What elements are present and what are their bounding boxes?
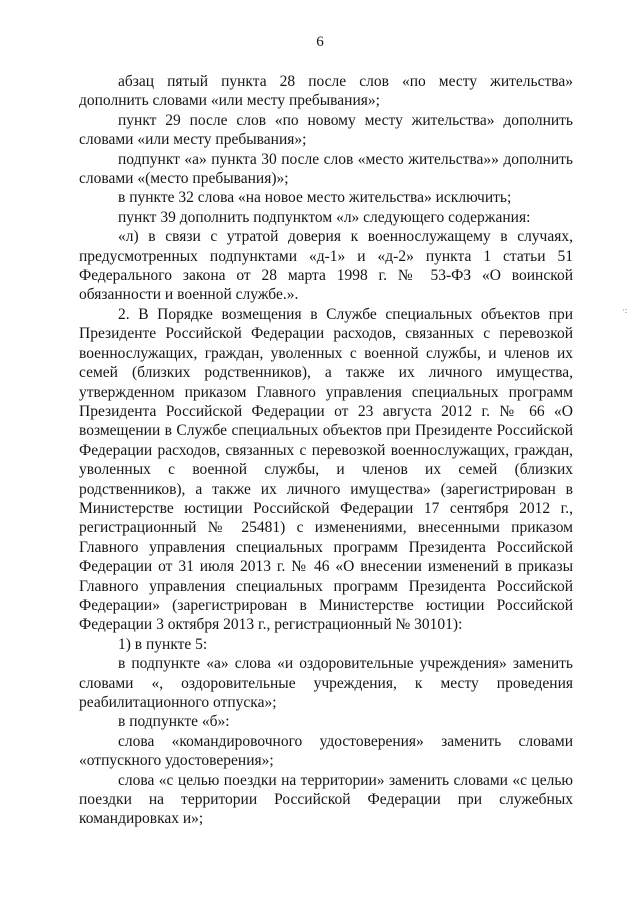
paragraph-replace-certificate: слова «командировочного удостоверения» заменить словами «отпускного удостоверения»; xyxy=(79,732,573,770)
paragraph-subitem-a: в подпункте «а» слова «и оздоровительные учреждения» заменить словами «, оздоровительные учреждения, к месту проведения реабилитационного отпуска»; xyxy=(79,655,573,711)
paragraph-item-1: 1) в пункте 5: xyxy=(118,635,208,653)
paragraph-subitem-l: «л) в связи с утратой доверия к военнослужащему в случаях, предусмотренных подпунктами «д-1» и «д-2» пункта 1 статьи 51 Федерального закона от 28 марта 1998 г. № 53-ФЗ «О воинской обязанности и военной службе.». xyxy=(79,228,573,304)
paragraph-para-32: в пункте 32 слова «на новое место жительства» исключить; xyxy=(118,189,512,207)
document-body xyxy=(79,72,573,829)
paragraph-para-30: подпункт «а» пункта 30 после слов «место жительства»» дополнить словами «(место пребывания)»; xyxy=(79,150,573,188)
paragraph-replace-territory: слова «с целью поездки на территории» заменить словами «с целью поездки на территории Российской Федерации при служебных командировках и»; xyxy=(79,771,573,828)
paragraph-para-39: пункт 39 дополнить подпунктом «л» следующего содержания: xyxy=(118,208,531,226)
scan-artifact: ·: xyxy=(622,306,628,315)
paragraph-para-29: пункт 29 после слов «по новому месту жительства» дополнить словами «или месту пребывания»; xyxy=(79,111,573,149)
paragraph-subitem-b: в подпункте «б»: xyxy=(118,713,230,731)
paragraph-section-2: 2. В Порядке возмещения в Службе специальных объектов при Президенте Российской Федерации расходов, связанных с перевозкой военнослужащих, граждан, уволенных с военной службы, и членов их семей (близких родственников), а также их личного имущества, утвержденном приказом Главного управления специальных программ Президента Российской Федерации от 23 августа 2012 г. № 66 «О возмещении в Службе специальных объектов при Президенте Российской Федерации расходов, связанных с перевозкой военнослужащих, граждан, уволенных с военной службы, и членов их семей (близких родственников), а также их личного имущества» (зарегистрирован в Министерстве юстиции Российской Федерации 17 сентября 2012 г., регистрационный № 25481) с изменениями, внесенными приказом Главного управления специальных программ Президента Российской Федерации от 31 июля 2013 г. № 46 «О внесении изменений в приказы Главного управления специальных программ Президента Российской Федерации» (зарегистрирован в Министерстве юстиции Российской Федерации 3 октября 2013 г., регистрационный № 30101): xyxy=(79,305,573,634)
paragraph-para-28: абзац пятый пункта 28 после слов «по месту жительства» дополнить словами «или месту пребывания»; xyxy=(79,73,573,110)
page-number: 6 xyxy=(316,34,324,50)
